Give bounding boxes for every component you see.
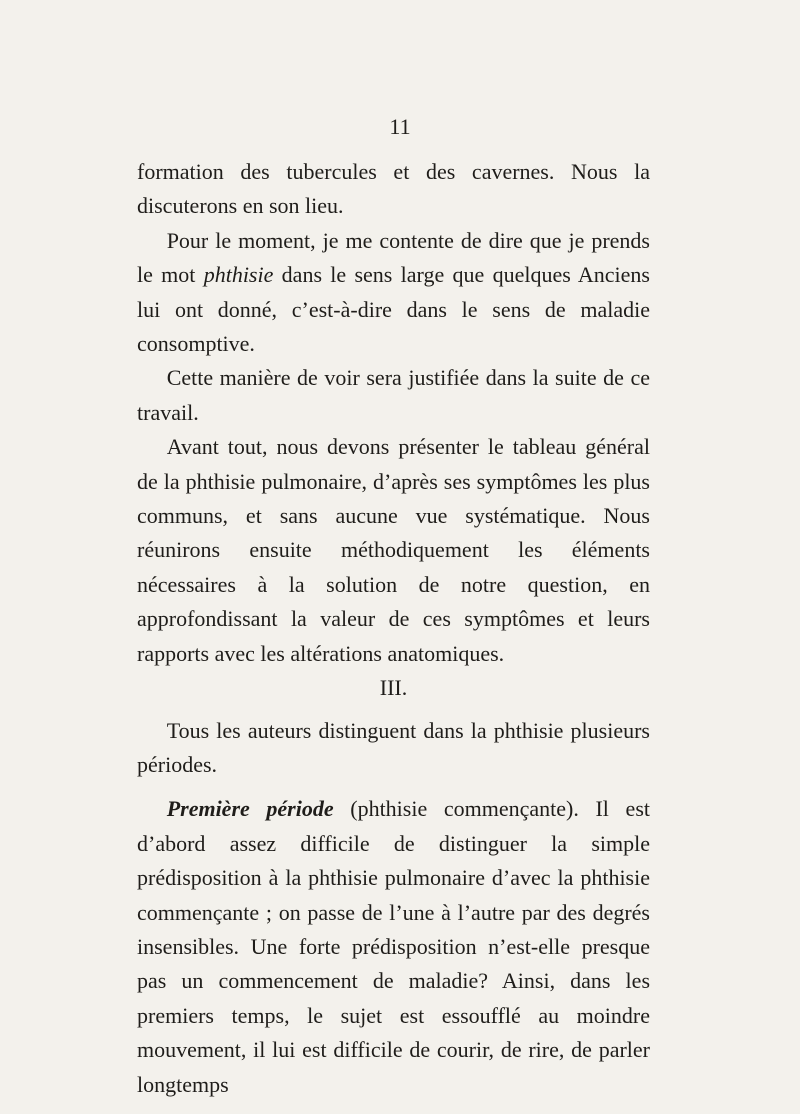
section-heading: III. [379, 675, 408, 701]
paragraph-6 [137, 792, 650, 1102]
page-number: 11 [389, 114, 411, 139]
paragraph-2-italic-term: phthisie [203, 262, 274, 288]
body-text [137, 155, 650, 1102]
paragraph-6-lead: Première période [166, 796, 334, 822]
paragraph-5: Tous les auteurs distinguent dans la phthisie plusieurs périodes. [137, 717, 650, 777]
paragraph-2-text-a: Pour le moment, je me contente de dire que je prends le mot [137, 227, 650, 288]
paragraph-4: Avant tout, nous devons présenter le tableau général de la phthisie pulmonaire, d’après ses symptômes les plus communs, et sans aucune vue systématique. Nous réunirons ensuite méthodiquement les éléments nécessaires à la solution de notre question, en approfondissant la valeur de ces symptômes et leurs rapports avec les altérations anatomiques. [137, 434, 650, 666]
paragraph-gap [137, 782, 650, 792]
paragraph-1: formation des tubercules et des cavernes. Nous la discuterons en son lieu. [137, 159, 650, 219]
paragraph-6-text: (phthisie commençante). Il est d’abord assez difficile de distinguer la simple prédisposition à la phthisie pulmonaire d’avec la phthisie commençante ; on passe de l’une à l’autre par des degrés insensibles. Une forte prédisposition n’est-elle presque pas un commencement de maladie? Ainsi, dans les premiers temps, le sujet est essoufflé au moindre mouvement, il lui est difficile de courir, de rire, de parler longtemps [137, 796, 650, 1097]
paragraph-2-text-b: dans le sens large que quelques Anciens lui ont donné, c’est-à-dire dans le sens de maladie consomptive. [137, 262, 650, 357]
paragraph-3: Cette manière de voir sera justifiée dans la suite de ce travail. [137, 365, 650, 425]
paragraph-2 [137, 224, 650, 362]
